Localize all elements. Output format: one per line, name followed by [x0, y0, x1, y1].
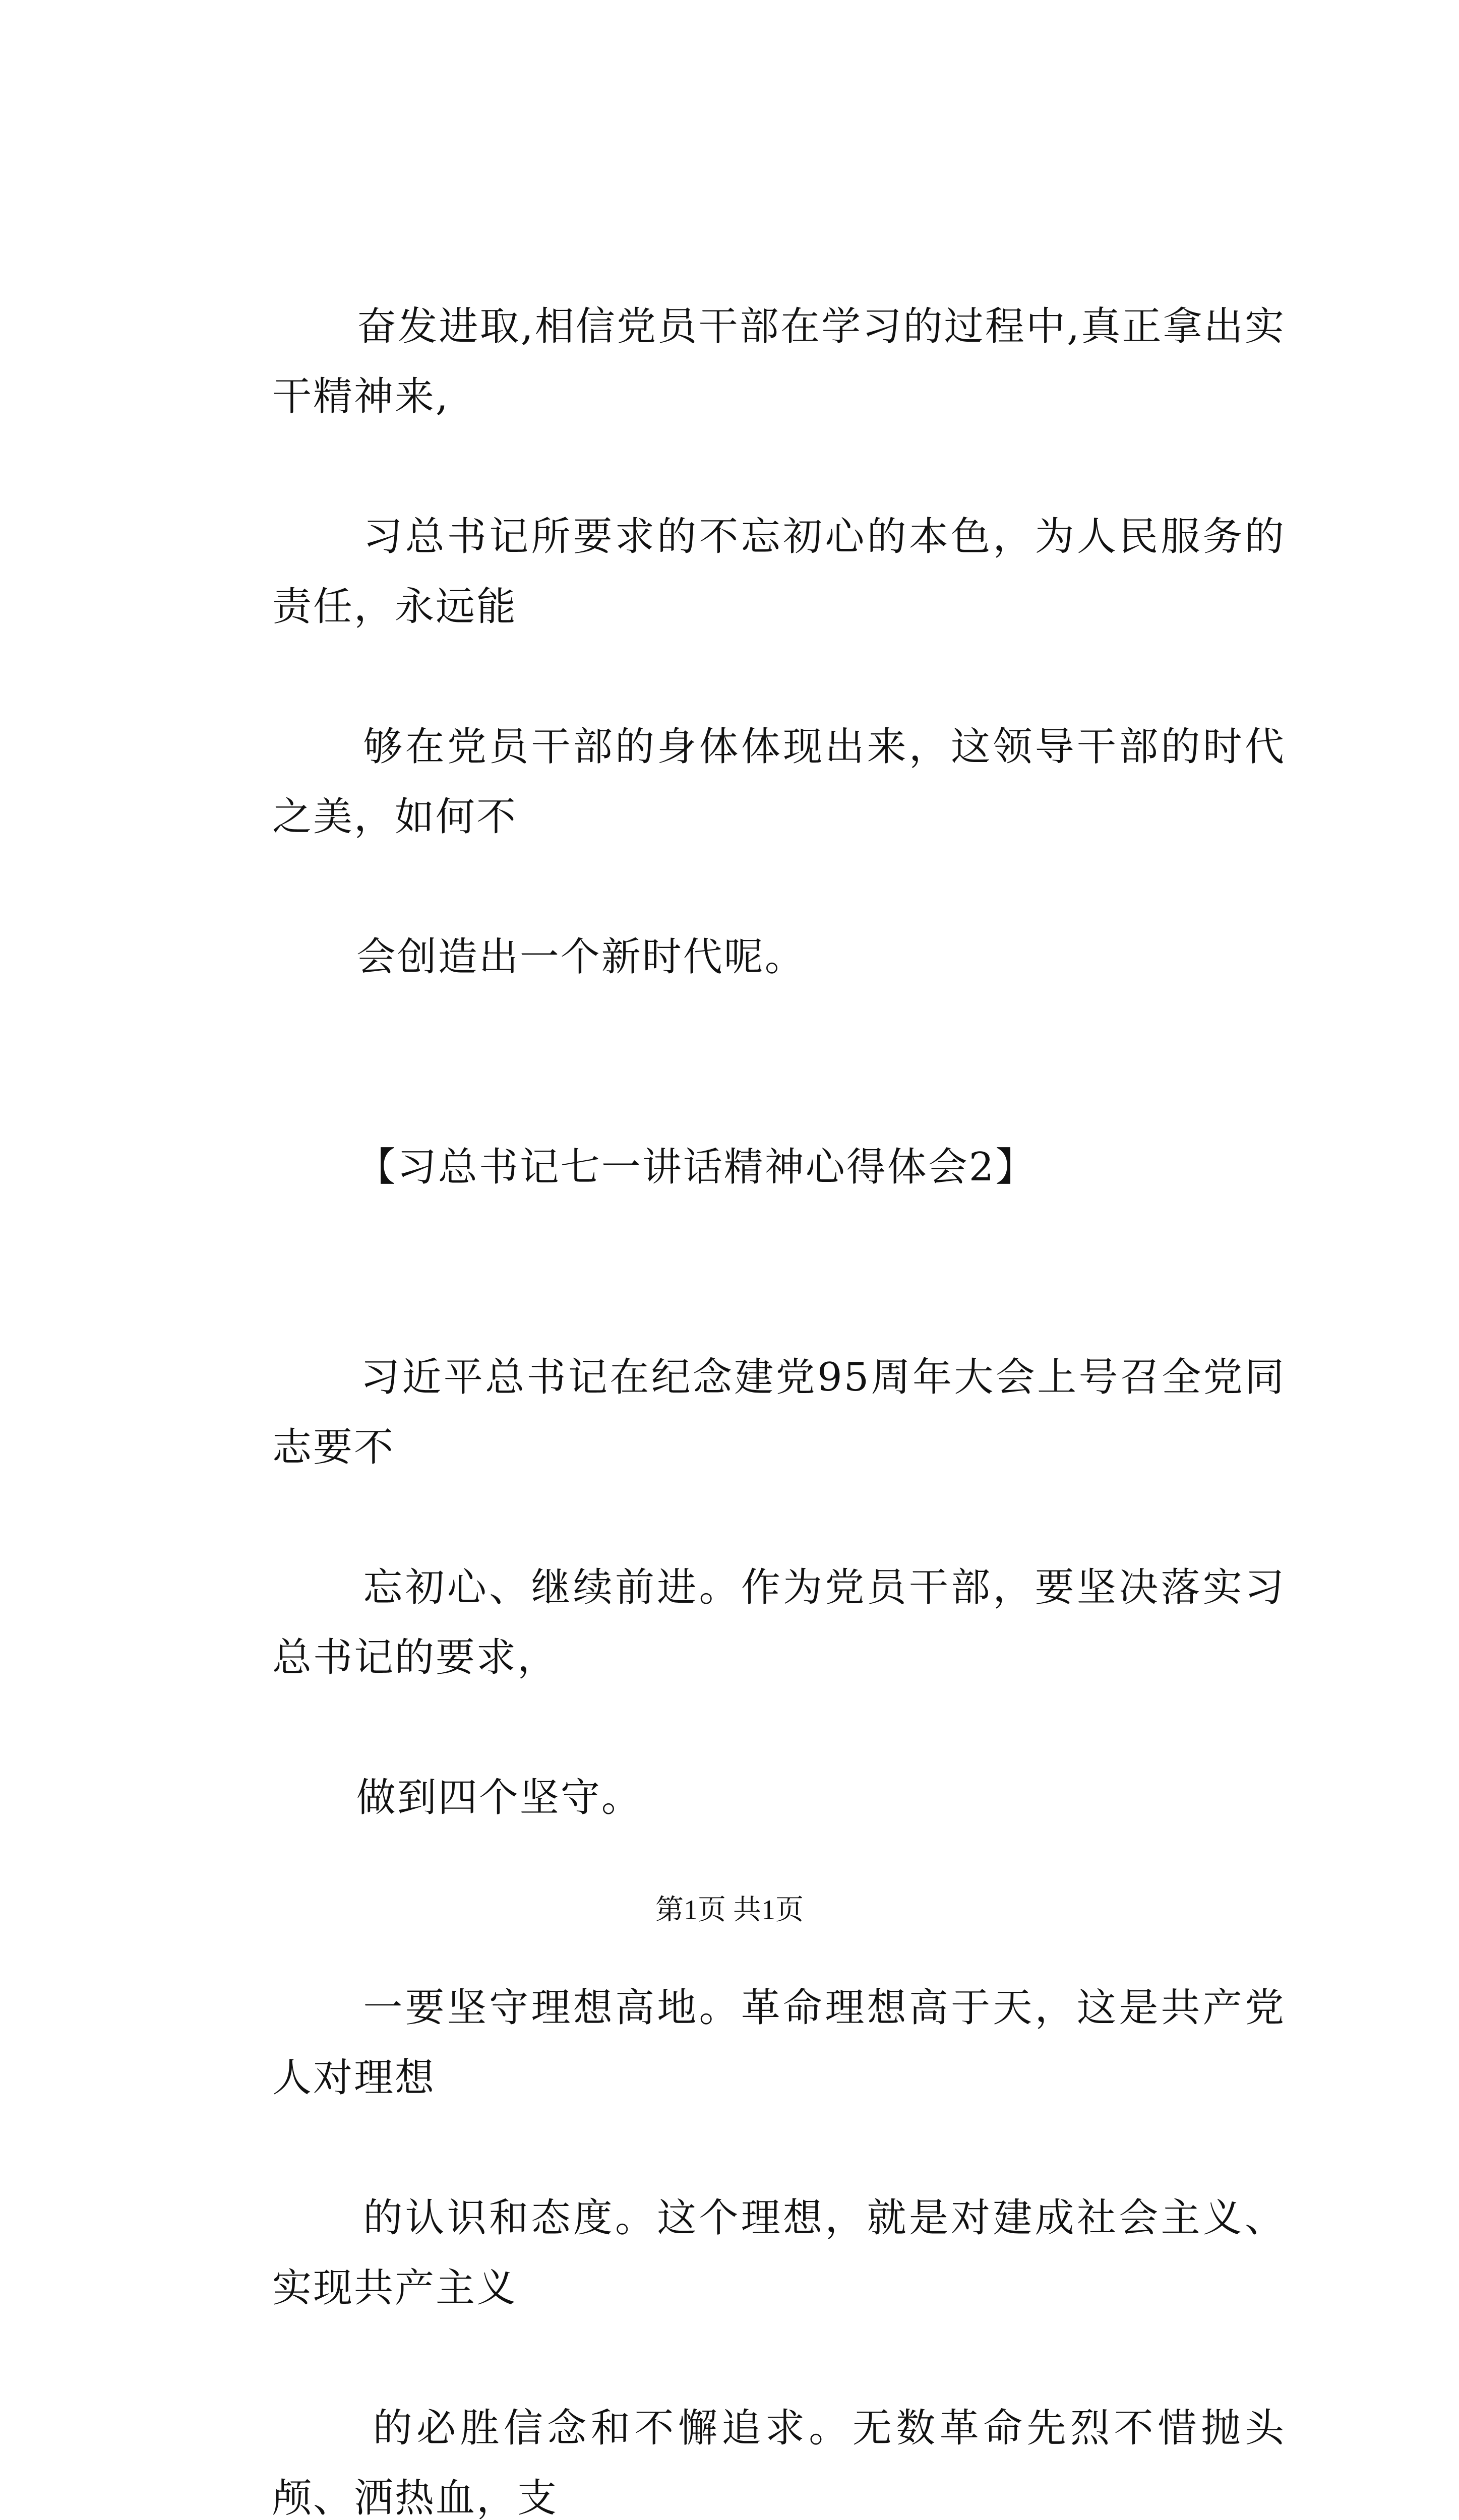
- paragraph: [272, 222, 1286, 1062]
- text-line: 奋发进取,相信党员干部在学习的过程中,真正拿出实干精神来,: [272, 304, 1286, 419]
- section-heading: [272, 1062, 1286, 1273]
- page-footer: [0, 1893, 1459, 1928]
- text-line: 够在党员干部的身体体现出来，这领导干部的时代之美，如何不: [272, 724, 1286, 840]
- page-number: 第1页 共1页: [655, 1895, 804, 1926]
- text-line: 一要坚守理想高地。革命理想高于天，这是共产党人对理想: [272, 1985, 1286, 2101]
- text-line: 会创造出一个新时代呢。: [356, 934, 806, 980]
- text-line: 忘初心、继续前进。作为党员干部，要坚决落实习总书记的要求，: [272, 1565, 1286, 1680]
- paragraph: [272, 1273, 1286, 1903]
- text-line: 的必胜信念和不懈追求。无数革命先烈不惜抛头颅、洒热血，支: [272, 2406, 1286, 2520]
- text-line: 习总书记所要求的不忘初心的本色，为人民服务的责任，永远能: [272, 514, 1286, 629]
- document-body: [272, 222, 1286, 2520]
- text-line: 习近平总书记在纪念建党95周年大会上号召全党同志要不: [272, 1355, 1286, 1470]
- text-line: 的认识和态度。这个理想，就是对建成社会主义、实现共产主义: [272, 2195, 1286, 2311]
- paragraph: [272, 1903, 1286, 2520]
- section-heading-text: 【习总书记七一讲话精神心得体会2】: [356, 1145, 1037, 1190]
- text-line: 做到四个坚守。: [356, 1775, 642, 1820]
